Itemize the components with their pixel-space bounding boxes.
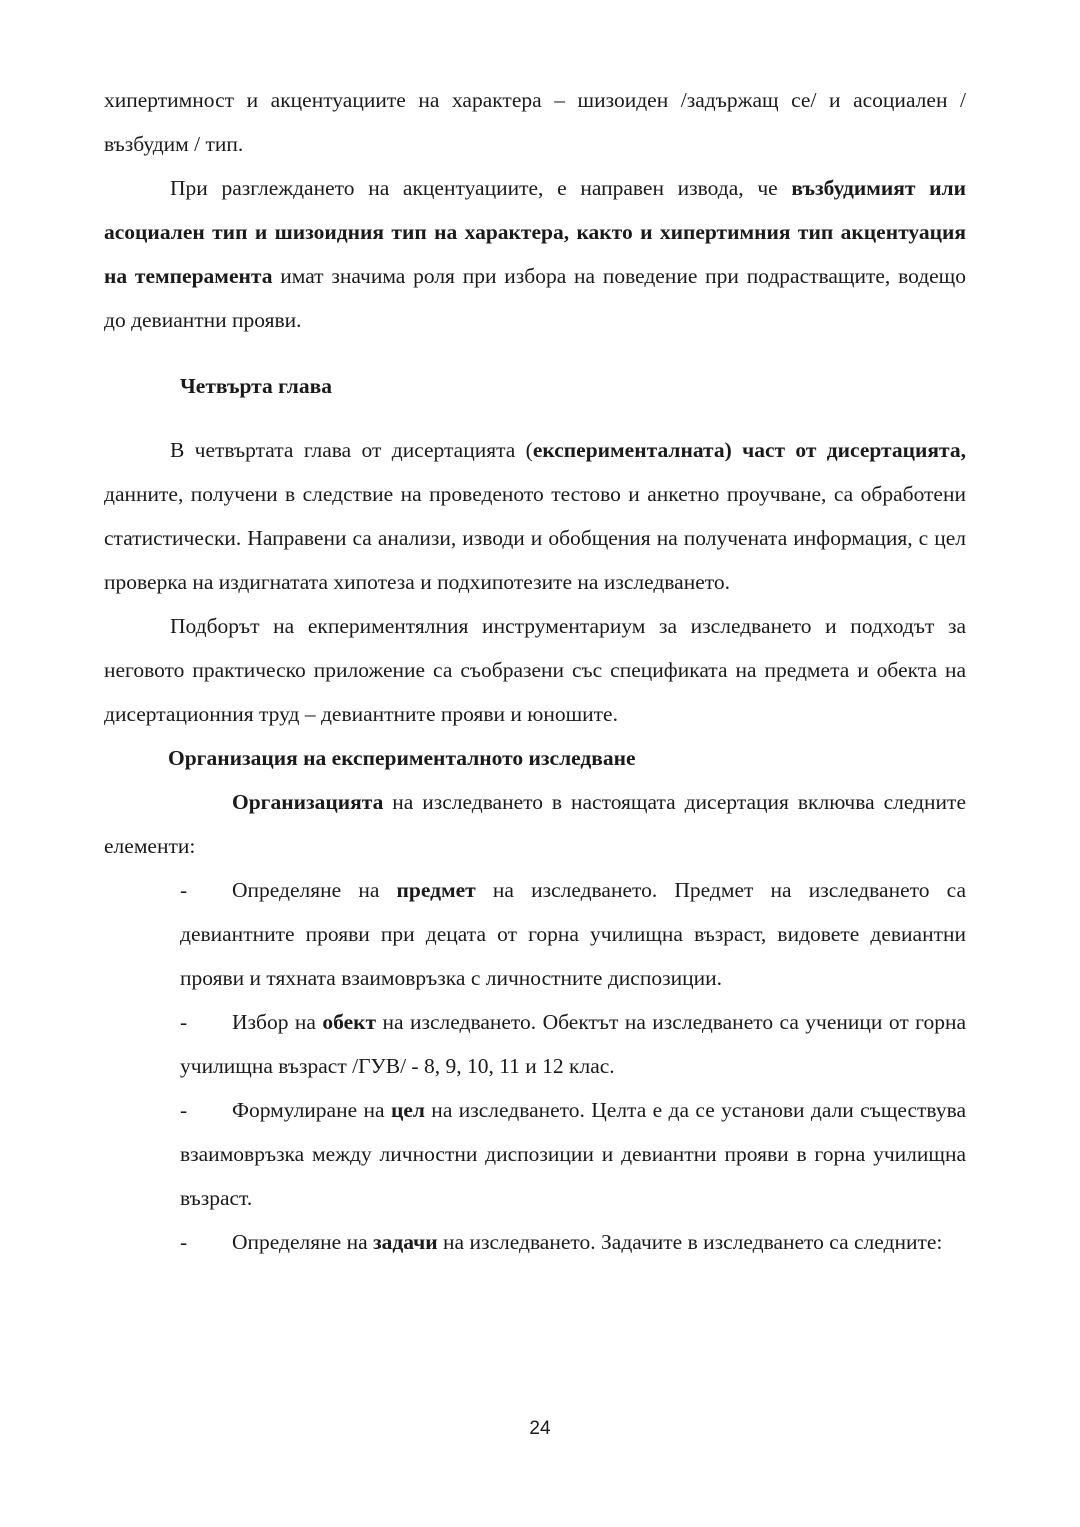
text-span: на изследването. Обектът на изследването са ученици от горна училищна възраст /ГУВ/ - 8, 9, 10, 11 и 12 клас. [180, 1010, 966, 1078]
text-span: данните, получени в следствие на проведеното тестово и анкетно проучване, са обработени статистически. Направени са анализи, изводи и обобщения на получената информация, с цел проверка на издигнатата хипотеза и подхипотезите на изследването. [104, 482, 966, 594]
bold-text: предмет [396, 878, 476, 902]
list-item-object [104, 1000, 966, 1088]
text-span: Определяне на [232, 1230, 373, 1254]
text-span: на изследването. Предмет на изследването са девиантните прояви при децата от горна училищна възраст, видовете девиантни прояви и тяхната взаимовръзка с личностните диспозиции. [180, 878, 966, 990]
text-span: на изследването в настоящата дисертация включва следните елементи: [104, 790, 966, 858]
paragraph-chapter-four [104, 428, 966, 604]
list-item-text [180, 1000, 966, 1088]
paragraph-intro: хипертимност и акцентуациите на характера – шизоиден /задържащ се/ и асоциален /възбудим / тип. [104, 88, 966, 156]
heading-chapter-four: Четвърта глава [180, 374, 332, 398]
text-span: на изследването. Задачите в изследването са следните: [437, 1230, 943, 1254]
list-item-text [180, 868, 966, 1000]
text-span: на изследването. Целта е да се установи дали съществува взаимовръзка между личностни диспозиции и девиантни прояви в горна училищна възраст. [180, 1098, 966, 1210]
document-page [104, 78, 966, 1264]
text-span: имат значима роля при избора на поведение при подрастващите, водещо до девиантни прояви. [104, 264, 966, 332]
list-item-tasks [104, 1220, 966, 1264]
bold-text: обект [322, 1010, 377, 1034]
paragraph-accentuations [104, 166, 966, 342]
text-span: Определяне на [232, 878, 397, 902]
list-item-goal [104, 1088, 966, 1220]
list-item-text [180, 1088, 966, 1220]
list-item-subject [104, 868, 966, 1000]
bold-text: възбудимият или асоциален тип и шизоидния тип на характера, както и хипертимния тип акцентуация на темперамента [104, 176, 966, 288]
paragraph-instrumentarium: Подборът на екпериментялния инструментариум за изследването и подходът за неговото практическо приложение са съобразени със спецификата на предмета и обекта на дисертационния труд – девиантните прояви и юношите. [104, 614, 966, 726]
bold-text: експерименталната) част от дисертацията, [532, 438, 966, 462]
text-span: При разглеждането на акцентуациите, е направен извода, че [170, 176, 792, 200]
list-dash: - [180, 1098, 188, 1122]
text-span: В четвъртата глава от дисертацията ( [170, 438, 533, 462]
page-number: 24 [529, 1418, 551, 1439]
bold-text: задачи [373, 1230, 438, 1254]
list-dash: - [180, 1010, 188, 1034]
heading-organization: Организация на експерименталното изследване [168, 746, 636, 770]
paragraph-organization [104, 780, 966, 868]
list-item-text [180, 1220, 966, 1264]
text-span: Формулиране на [232, 1098, 391, 1122]
list-dash: - [180, 878, 188, 902]
bold-text: Организацията [232, 790, 384, 814]
list-dash: - [180, 1230, 188, 1254]
bold-text: цел [390, 1098, 425, 1122]
text-span: Избор на [232, 1010, 323, 1034]
